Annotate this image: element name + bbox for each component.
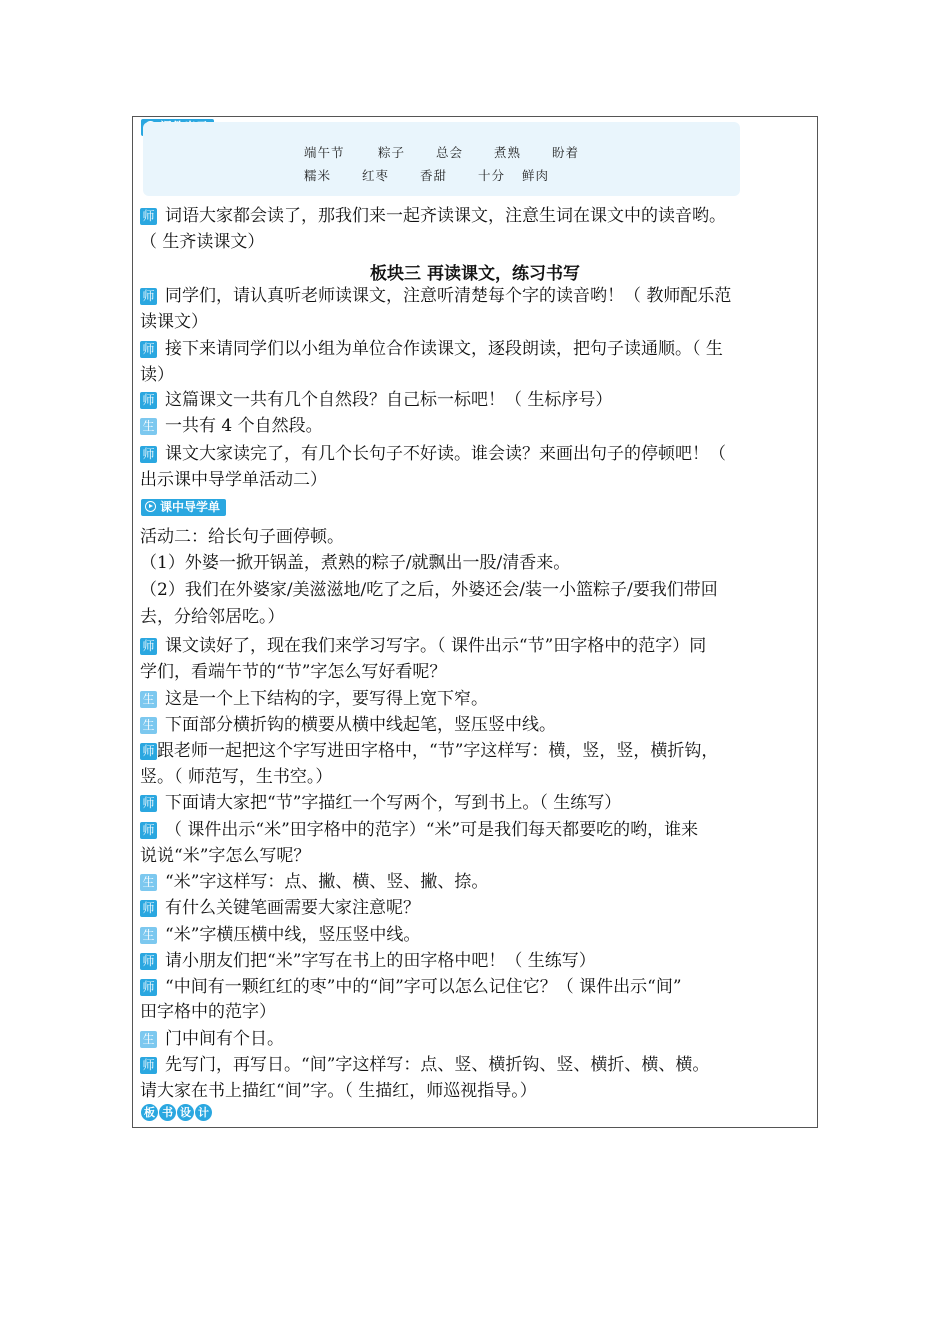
teacher-line: 师 课文读好了，现在我们来学习写字。（ 课件出示“节”田字格中的范字）同 — [140, 635, 706, 657]
teacher-line: 师 （ 课件出示“米”田字格中的范字）“米”可是我们每天都要吃的哟，谁来 — [140, 819, 698, 841]
word: 端午节 — [304, 145, 345, 160]
badge-char: 书 — [159, 1104, 176, 1121]
teacher-tag: 师 — [140, 446, 157, 463]
student-line: 生 下面部分横折钩的横要从横中线起笔，竖压竖中线。 — [140, 714, 556, 736]
word: 总会 — [436, 145, 464, 160]
word: 鲜肉 — [522, 168, 550, 183]
student-line: 生 这是一个上下结构的字，要写得上宽下窄。 — [140, 688, 488, 710]
continuation-line: 去，分给邻居吃。） — [140, 607, 285, 627]
teacher-tag: 师 — [140, 743, 157, 760]
teacher-line: 师 跟老师一起把这个字写进田字格中，“节”字这样写：横，竖，竖，横折钩， — [140, 740, 718, 762]
vocabulary-row-1 — [304, 143, 579, 161]
teacher-tag: 师 — [140, 795, 157, 812]
teacher-tag: 师 — [140, 341, 157, 358]
teacher-tag: 师 — [140, 953, 157, 970]
student-tag: 生 — [140, 418, 157, 435]
word: 煮熟 — [494, 145, 522, 160]
student-line: 生 门中间有个日。 — [140, 1028, 284, 1050]
word: 盼着 — [552, 145, 580, 160]
word: 红枣 — [362, 168, 390, 183]
student-tag: 生 — [140, 691, 157, 708]
word: 香甜 — [420, 168, 448, 183]
continuation-line: 出示课中导学单活动二） — [140, 470, 327, 490]
continuation-line: 说说“米”字怎么写呢？ — [140, 846, 311, 866]
continuation-line: 田字格中的范字） — [140, 1002, 276, 1022]
badge-char: 计 — [195, 1104, 212, 1121]
badge-char: 板 — [141, 1104, 158, 1121]
vocabulary-row-2 — [304, 166, 549, 184]
teacher-line: 师 这篇课文一共有几个自然段？自己标一标吧！（ 生标序号） — [140, 389, 612, 411]
word: 粽子 — [378, 145, 406, 160]
teacher-tag: 师 — [140, 288, 157, 305]
teacher-tag: 师 — [140, 1057, 157, 1074]
teacher-line: 师 有什么关键笔画需要大家注意呢？ — [140, 897, 420, 919]
activity-item: （1）外婆一掀开锅盖，煮熟的粽子/就飘出一股/清香来。 — [140, 553, 571, 573]
teacher-tag: 师 — [140, 900, 157, 917]
activity-title: 活动二：给长句子画停顿。 — [140, 527, 344, 547]
board-design-badge — [141, 1104, 212, 1121]
teacher-tag: 师 — [140, 822, 157, 839]
teacher-line: 师 下面请大家把“节”字描红一个写两个，写到书上。（ 生练写） — [140, 792, 621, 814]
student-tag: 生 — [140, 927, 157, 944]
student-tag: 生 — [140, 1031, 157, 1048]
student-line: 生 “米”字横压横中线，竖压竖中线。 — [140, 924, 420, 946]
teacher-tag: 师 — [140, 392, 157, 409]
teacher-tag: 师 — [140, 979, 157, 996]
section-heading: 板块三 再读课文，练习书写 — [370, 264, 580, 284]
student-line: 生 一共有 4 个自然段。 — [140, 415, 323, 437]
badge-char: 设 — [177, 1104, 194, 1121]
teacher-tag: 师 — [140, 638, 157, 655]
student-tag: 生 — [140, 717, 157, 734]
word: 十分 — [478, 168, 506, 183]
continuation-line: 读） — [140, 365, 174, 385]
continuation-line: 竖。（ 师范写，生书空。） — [140, 767, 333, 787]
student-line: 生 “米”字这样写：点、撇、横、竖、撇、捺。 — [140, 871, 488, 893]
continuation-line: （ 生齐读课文） — [140, 232, 265, 252]
teacher-line: 师 接下来请同学们以小组为单位合作读课文，逐段朗读，把句子读通顺。（ 生 — [140, 338, 723, 360]
play-icon — [145, 501, 156, 512]
word: 糯米 — [304, 168, 332, 183]
continuation-line: 读课文） — [140, 312, 208, 332]
continuation-line: 请大家在书上描红“间”字。（ 生描红，师巡视指导。） — [140, 1081, 537, 1101]
teacher-line: 师 先写门，再写日。“间”字这样写：点、竖、横折钩、竖、横折、横、横。 — [140, 1054, 709, 1076]
activity-item: （2）我们在外婆家/美滋滋地/吃了之后，外婆还会/装一小篮粽子/要我们带回 — [140, 580, 718, 600]
guide-banner: 课中导学单 — [141, 499, 226, 516]
teacher-line: 师 请小朋友们把“米”字写在书上的田字格中吧！（ 生练写） — [140, 950, 596, 972]
teacher-tag: 师 — [140, 208, 157, 225]
teacher-line: 师 词语大家都会读了，那我们来一起齐读课文，注意生词在课文中的读音哟。 — [140, 205, 726, 227]
continuation-line: 学们，看端午节的“节”字怎么写好看呢？ — [140, 662, 447, 682]
teacher-line: 师 同学们，请认真听老师读课文，注意听清楚每个字的读音哟！（ 教师配乐范 — [140, 285, 731, 307]
teacher-line: 师 课文大家读完了，有几个长句子不好读。谁会读？来画出句子的停顿吧！（ — [140, 443, 726, 465]
teacher-line: 师 “中间有一颗红红的枣”中的“间”字可以怎么记住它？（ 课件出示“间” — [140, 976, 682, 998]
student-tag: 生 — [140, 874, 157, 891]
